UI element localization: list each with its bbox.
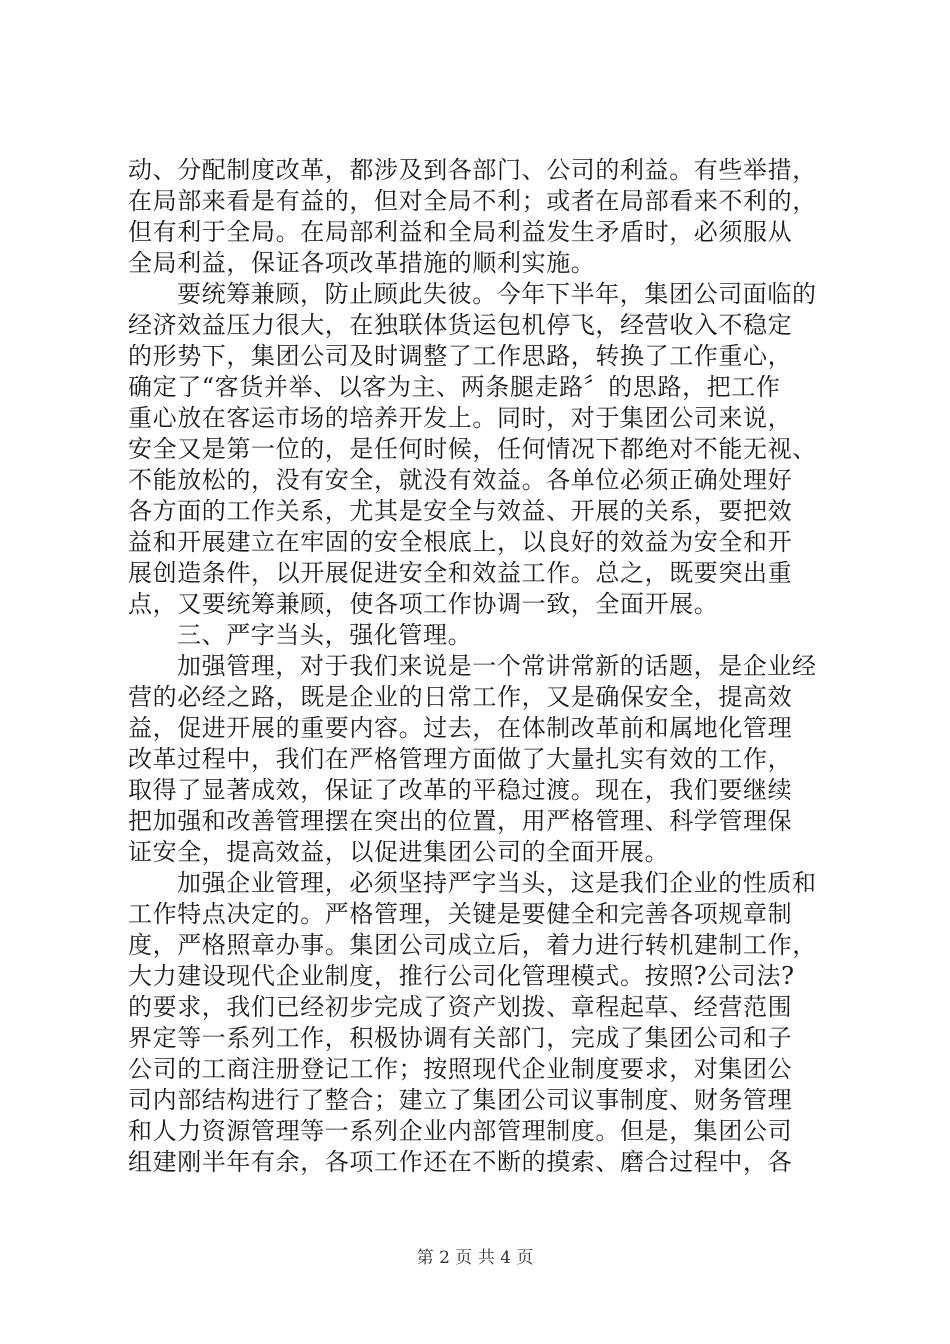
text-line: 改革过程中，我们在严格管理方面做了大量扎实有效的工作，: [128, 745, 793, 773]
section-heading: 三、严字当头，强化管理。: [177, 621, 473, 649]
text-line: 但有利于全局。在局部利益和全局利益发生矛盾时，必须服从: [128, 218, 793, 246]
text-line: 经济效益压力很大，在独联体货运包机停飞，经营收入不稳定: [128, 311, 793, 339]
text-line: 各方面的工作关系，尤其是安全与效益、开展的关系，要把效: [128, 497, 793, 525]
paragraph-start-line: 加强管理，对于我们来说是一个常讲常新的话题，是企业经: [177, 652, 817, 680]
text-line: 界定等一系列工作，积极协调有关部门，完成了集团公司和子: [128, 1024, 793, 1052]
text-line: 安全又是第一位的，是任何时候，任何情况下都绝对不能无视、: [128, 435, 817, 463]
text-line: 把加强和改善管理摆在突出的位置，用严格管理、科学管理保: [128, 807, 793, 835]
text-line: 不能放松的，没有安全，就没有效益。各单位必须正确处理好: [128, 466, 793, 494]
paragraph-start-line: 要统筹兼顾，防止顾此失彼。今年下半年，集团公司面临的: [177, 280, 817, 308]
text-line: 度，严格照章办事。集团公司成立后，着力进行转机建制工作，: [128, 931, 817, 959]
text-line: 全局利益，保证各项改革措施的顺利实施。: [128, 249, 596, 277]
text-line: 大力建设现代企业制度，推行公司化管理模式。按照?公司法?: [128, 962, 795, 990]
text-line: 益，促进开展的重要内容。过去，在体制改革前和属地化管理: [128, 714, 793, 742]
text-line: 动、分配制度改革，都涉及到各部门、公司的利益。有些举措，: [128, 156, 817, 184]
text-line: 益和开展建立在牢固的安全根底上，以良好的效益为安全和开: [128, 528, 793, 556]
page-number-label: 第 2 页 共 4 页: [416, 1248, 534, 1268]
text-line: 的形势下，集团公司及时调整了工作思路，转换了工作重心，: [128, 342, 793, 370]
text-line: 营的必经之路，既是企业的日常工作，又是确保安全，提高效: [128, 683, 793, 711]
text-line: 在局部来看是有益的，但对全局不利；或者在局部看来不利的，: [128, 187, 817, 215]
page-footer: [0, 1246, 950, 1270]
text-line: 的要求，我们已经初步完成了资产划拨、章程起草、经营范围: [128, 993, 793, 1021]
text-line: 点，又要统筹兼顾，使各项工作协调一致，全面开展。: [128, 590, 719, 618]
text-line: 确定了“客货并举、以客为主、两条腿走路〞的思路，把工作: [128, 373, 781, 401]
text-line: 组建刚半年有余，各项工作还在不断的摸索、磨合过程中，各: [128, 1148, 793, 1176]
text-line: 证安全，提高效益，以促进集团公司的全面开展。: [128, 838, 670, 866]
text-line: 工作特点决定的。严格管理，关键是要健全和完善各项规章制: [128, 900, 793, 928]
text-line: 公司的工商注册登记工作；按照现代企业制度要求，对集团公: [128, 1055, 793, 1083]
paragraph-start-line: 加强企业管理，必须坚持严字当头，这是我们企业的性质和: [177, 869, 817, 897]
text-line: 司内部结构进行了整合；建立了集团公司议事制度、财务管理: [128, 1086, 793, 1114]
text-line: 取得了显著成效，保证了改革的平稳过渡。现在，我们要继续: [128, 776, 793, 804]
text-line: 和人力资源管理等一系列企业内部管理制度。但是，集团公司: [128, 1117, 793, 1145]
text-line: 展创造条件，以开展促进安全和效益工作。总之，既要突出重: [128, 559, 793, 587]
body-text: [128, 155, 840, 1178]
text-line: 重心放在客运市场的培养开发上。同时，对于集团公司来说，: [128, 404, 793, 432]
